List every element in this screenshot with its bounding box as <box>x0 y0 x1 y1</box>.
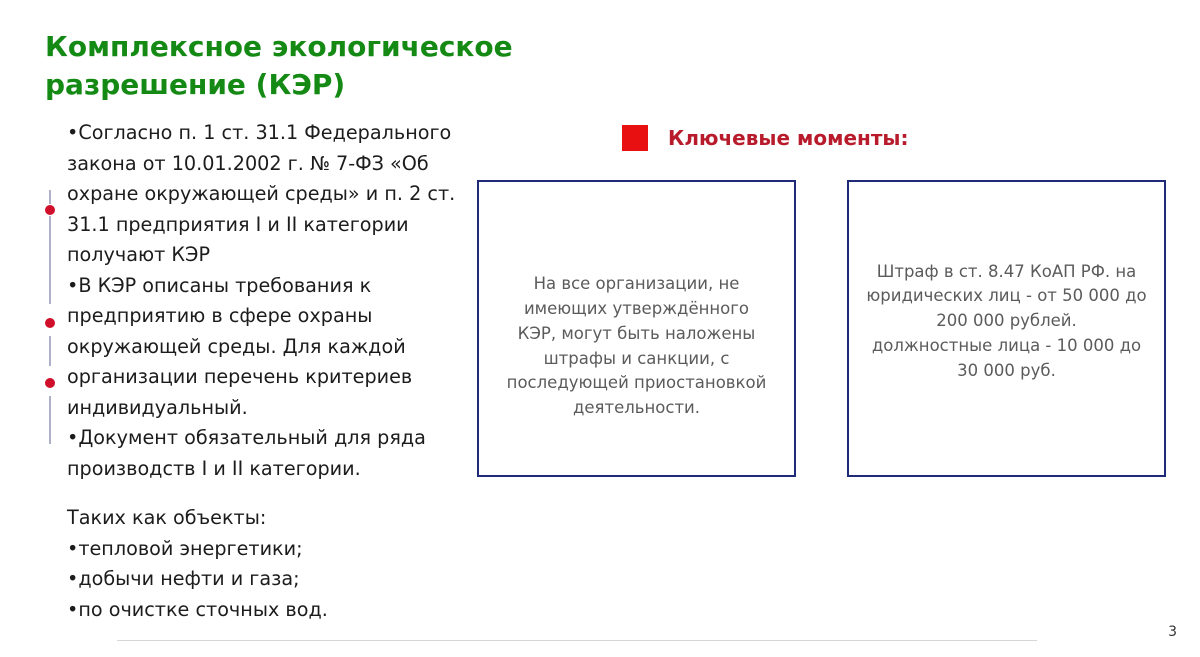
card-line: КЭР, могут быть наложены <box>517 323 756 343</box>
main-body-text <box>67 118 487 625</box>
body-line: окружающей среды. Для каждой <box>67 334 406 358</box>
card-line: 200 000 рублей. <box>936 311 1077 331</box>
card-line: имеющих утверждённого <box>523 298 750 318</box>
paragraph-gap <box>67 484 487 503</box>
slide-title-line-2: разрешение (КЭР) <box>45 68 346 101</box>
card-text <box>507 272 767 421</box>
slide-title-line-1: Комплексное экологическое <box>45 30 513 63</box>
card-line: юридических лиц - от 50 000 до <box>866 286 1147 306</box>
body-line: индивидуальный. <box>67 395 248 419</box>
key-point-card-sanctions <box>477 180 796 477</box>
list-item: •тепловой энергетики; <box>67 536 303 560</box>
timeline-dot <box>45 378 55 388</box>
list-item: •добычи нефти и газа; <box>67 567 300 590</box>
body-line: •Согласно п. 1 ст. 31.1 Федерального <box>67 121 452 144</box>
body-line: закона от 10.01.2002 г. № 7-ФЗ «Об <box>67 151 429 175</box>
body-line: •В КЭР описаны требования к <box>67 273 372 297</box>
timeline-dot <box>45 318 55 328</box>
card-text <box>866 260 1146 384</box>
page-number: 3 <box>1168 624 1177 640</box>
body-line: охране окружающей среды» и п. 2 ст. <box>67 182 456 205</box>
timeline-graphic <box>40 190 60 450</box>
body-line: •Документ обязательный для ряда <box>67 426 426 449</box>
red-square-marker-icon <box>622 125 648 151</box>
list-intro: Таких как объекты: <box>67 506 267 529</box>
card-line: Штраф в ст. 8.47 КоАП РФ. на <box>876 261 1137 281</box>
key-point-card-fines <box>847 180 1166 477</box>
key-points-heading <box>622 124 909 152</box>
body-line: 31.1 предприятия I и II категории <box>67 212 409 236</box>
key-points-label: Ключевые моменты: <box>668 126 909 150</box>
body-line: предприятию в сфере охраны <box>67 304 373 327</box>
footer-divider <box>117 640 1037 641</box>
card-line: 30 000 руб. <box>957 360 1056 380</box>
body-line: организации перечень критериев <box>67 365 413 388</box>
card-line: штрафы и санкции, с <box>543 348 730 368</box>
list-item: •по очистке сточных вод. <box>67 597 328 621</box>
card-line: должностные лица - 10 000 до <box>871 335 1142 355</box>
timeline-decoration <box>40 190 60 450</box>
card-line: деятельности. <box>572 398 701 418</box>
body-line: получают КЭР <box>67 243 211 266</box>
timeline-dot <box>45 205 55 215</box>
slide-title <box>45 28 665 104</box>
card-line: последующей приостановкой <box>506 373 767 393</box>
card-line: На все организации, не <box>533 274 740 294</box>
body-line: производств I и II категории. <box>67 456 361 480</box>
